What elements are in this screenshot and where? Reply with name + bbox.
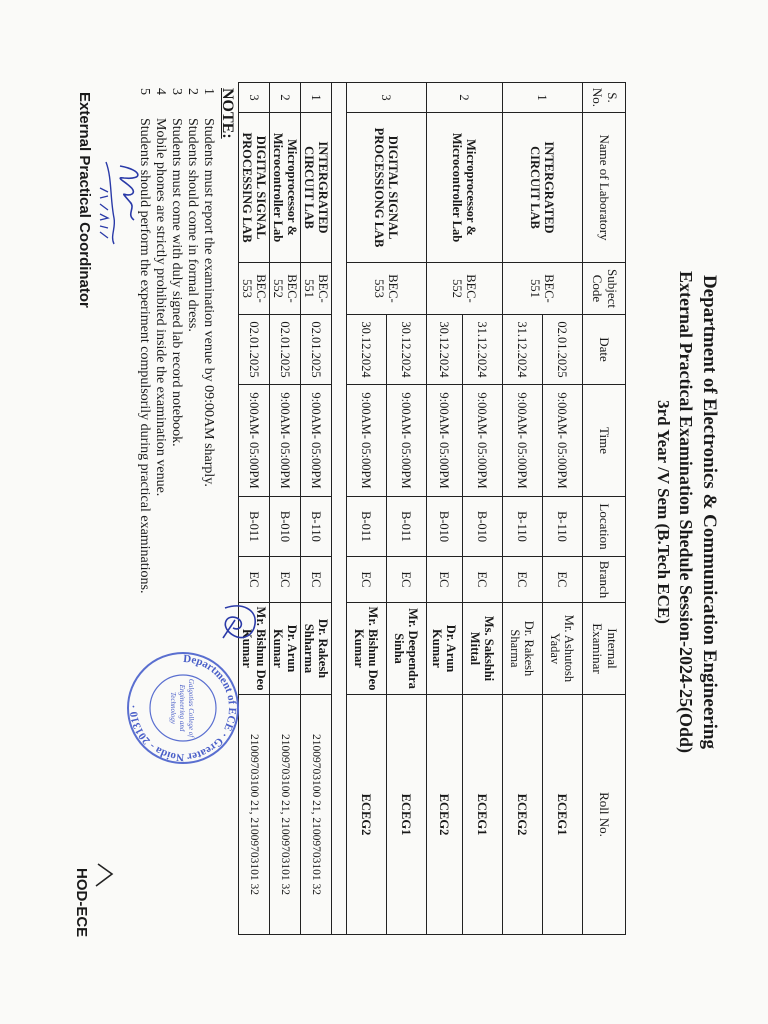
cell-time: 9:00AM- 05:00PM (503, 385, 543, 497)
col-time: Time (583, 385, 626, 497)
note-item (200, 88, 216, 594)
coordinator-label: External Practical Coordinator (76, 92, 93, 308)
cell-lab: INTERGRATED CIRCUIT LAB (301, 113, 332, 263)
cell-roll: 21009703100 21, 21009703101 32 (239, 695, 270, 935)
cell-date: 31.12.2024 (463, 315, 503, 385)
cell-examiner: Mr. Bishnu Deo Kumar (239, 603, 270, 695)
svg-text:Galgotias College of: Galgotias College of (187, 678, 195, 738)
cell-lab: Microprocessor & Microcontroller Lab (270, 113, 301, 263)
note-text: Students must come with duly signed lab record notebook. (169, 118, 184, 447)
cell-examiner: Dr. Rakesh Sharma (503, 603, 543, 695)
cell-examiner: Dr. Arun Kumar (270, 603, 301, 695)
cell-location: B-110 (301, 497, 332, 557)
cell-location: B-011 (387, 497, 427, 557)
hod-initial-mark (92, 860, 118, 890)
cell-date: 30.12.2024 (427, 315, 463, 385)
cell-code: BEC-551 (503, 263, 583, 315)
note-number: 5 (137, 88, 152, 95)
cell-roll: ECEG1 (387, 695, 427, 935)
table-separator (332, 83, 347, 935)
cell-branch: EC (503, 557, 543, 603)
note-text: Students must report the examination venue by 09:00AM sharply. (201, 118, 216, 487)
cell-examiner: Mr. Ashutosh Yadav (543, 603, 583, 695)
col-date: Date (583, 315, 626, 385)
cell-roll: 21009703100 21, 21009703101 32 (301, 695, 332, 935)
coordinator-signature (92, 158, 150, 248)
cell-code: BEC-553 (239, 263, 270, 315)
cell-lab: Microprocessor & Microcontroller Lab (427, 113, 503, 263)
cell-code: BEC-551 (301, 263, 332, 315)
cell-roll: ECEG1 (463, 695, 503, 935)
cell-roll: ECEG2 (347, 695, 387, 935)
cell-lab: INTERGRATED CIRCUIT LAB (503, 113, 583, 263)
notes-section (136, 88, 236, 594)
cell-examiner: Mr. Bishnu Deo Kumar (347, 603, 387, 695)
cell-branch: EC (301, 557, 332, 603)
table-header-row (583, 83, 626, 935)
cell-sno: 2 (427, 83, 503, 113)
cell-time: 9:00AM- 05:00PM (270, 385, 301, 497)
cell-location: B-010 (463, 497, 503, 557)
col-roll: Roll No. (583, 695, 626, 935)
table-row (270, 83, 301, 935)
note-item (152, 88, 168, 594)
schedule-table (238, 82, 626, 935)
hod-signature (215, 598, 263, 648)
cell-location: B-011 (239, 497, 270, 557)
cell-time: 9:00AM- 05:00PM (463, 385, 503, 497)
cell-date: 02.01.2025 (543, 315, 583, 385)
cell-examiner: Mr. Deependra Sinha (387, 603, 427, 695)
cell-time: 9:00AM- 05:00PM (301, 385, 332, 497)
cell-examiner: Ms. Sakshhi Mittal (463, 603, 503, 695)
table-row (239, 83, 270, 935)
cell-sno: 1 (503, 83, 583, 113)
note-number: 2 (185, 88, 200, 95)
note-text: Mobile phones are strictly prohibited inside the examination venue. (153, 118, 168, 497)
cell-roll: ECEG2 (427, 695, 463, 935)
semester-title: 3rd Year /V Sem (B.Tech ECE) (654, 400, 673, 624)
cell-date: 02.01.2025 (270, 315, 301, 385)
cell-branch: EC (387, 557, 427, 603)
cell-roll: ECEG2 (503, 695, 543, 935)
note-text: Students should come in formal dress. (185, 118, 200, 332)
svg-text:Engineering and: Engineering and (178, 684, 186, 732)
cell-lab: DIGITAL SIGNAL PROCESSING LAB (239, 113, 270, 263)
department-seal (123, 648, 243, 768)
cell-time: 9:00AM- 05:00PM (347, 385, 387, 497)
cell-date: 30.12.2024 (347, 315, 387, 385)
note-number: 4 (153, 88, 168, 95)
cell-location: B-010 (427, 497, 463, 557)
cell-branch: EC (239, 557, 270, 603)
cell-code: BEC-553 (347, 263, 427, 315)
table-row (543, 83, 583, 935)
department-title: Department of Electronics & Communication Engineering (699, 274, 720, 750)
cell-examiner: Dr. Rakesh Shharma (301, 603, 332, 695)
cell-roll: ECEG1 (543, 695, 583, 935)
cell-location: B-010 (270, 497, 301, 557)
cell-code: BEC-552 (270, 263, 301, 315)
cell-time: 9:00AM- 05:00PM (387, 385, 427, 497)
cell-code: BEC-552 (427, 263, 503, 315)
cell-branch: EC (463, 557, 503, 603)
cell-date: 30.12.2024 (387, 315, 427, 385)
note-number: 3 (169, 88, 184, 95)
hod-label: HOD-ECE (73, 868, 90, 938)
cell-sno: 2 (270, 83, 301, 113)
cell-branch: EC (270, 557, 301, 603)
svg-text:Technology: Technology (169, 691, 177, 725)
table-row (463, 83, 503, 935)
note-item (184, 88, 200, 594)
note-text: Students should perform the experiment compulsorily during practical examinations. (137, 118, 152, 594)
col-branch: Branch (583, 557, 626, 603)
cell-examiner: Dr. Arun Kumar (427, 603, 463, 695)
cell-sno: 3 (347, 83, 427, 113)
col-lab: Name of Laboratory (583, 113, 626, 263)
cell-branch: EC (543, 557, 583, 603)
cell-time: 9:00AM- 05:00PM (543, 385, 583, 497)
cell-date: 02.01.2025 (239, 315, 270, 385)
notes-title: NOTE: (219, 88, 236, 139)
col-sno: S. No. (583, 83, 626, 113)
cell-time: 9:00AM- 05:00PM (427, 385, 463, 497)
cell-time: 9:00AM- 05:00PM (239, 385, 270, 497)
note-item (168, 88, 184, 594)
table-row (301, 83, 332, 935)
col-examiner: Internal Examinar (583, 603, 626, 695)
cell-location: B-011 (347, 497, 387, 557)
cell-sno: 3 (239, 83, 270, 113)
cell-roll: 21009703100 21, 21009703101 32 (270, 695, 301, 935)
table-row (387, 83, 427, 935)
svg-text:Department of ECE · Greater No: Department of ECE · Greater Noida - 201310 · (127, 652, 239, 764)
cell-location: B-110 (503, 497, 543, 557)
cell-sno: 1 (301, 83, 332, 113)
cell-branch: EC (427, 557, 463, 603)
cell-branch: EC (347, 557, 387, 603)
col-code: Subject Code (583, 263, 626, 315)
schedule-title: External Practical Examination Shedule Session-2024-25(Odd) (676, 270, 696, 753)
cell-date: 31.12.2024 (503, 315, 543, 385)
cell-lab: DIGITAL SIGNAL PROCESSIONG LAB (347, 113, 427, 263)
cell-location: B-110 (543, 497, 583, 557)
cell-date: 02.01.2025 (301, 315, 332, 385)
col-location: Location (583, 497, 626, 557)
note-number: 1 (201, 88, 216, 95)
